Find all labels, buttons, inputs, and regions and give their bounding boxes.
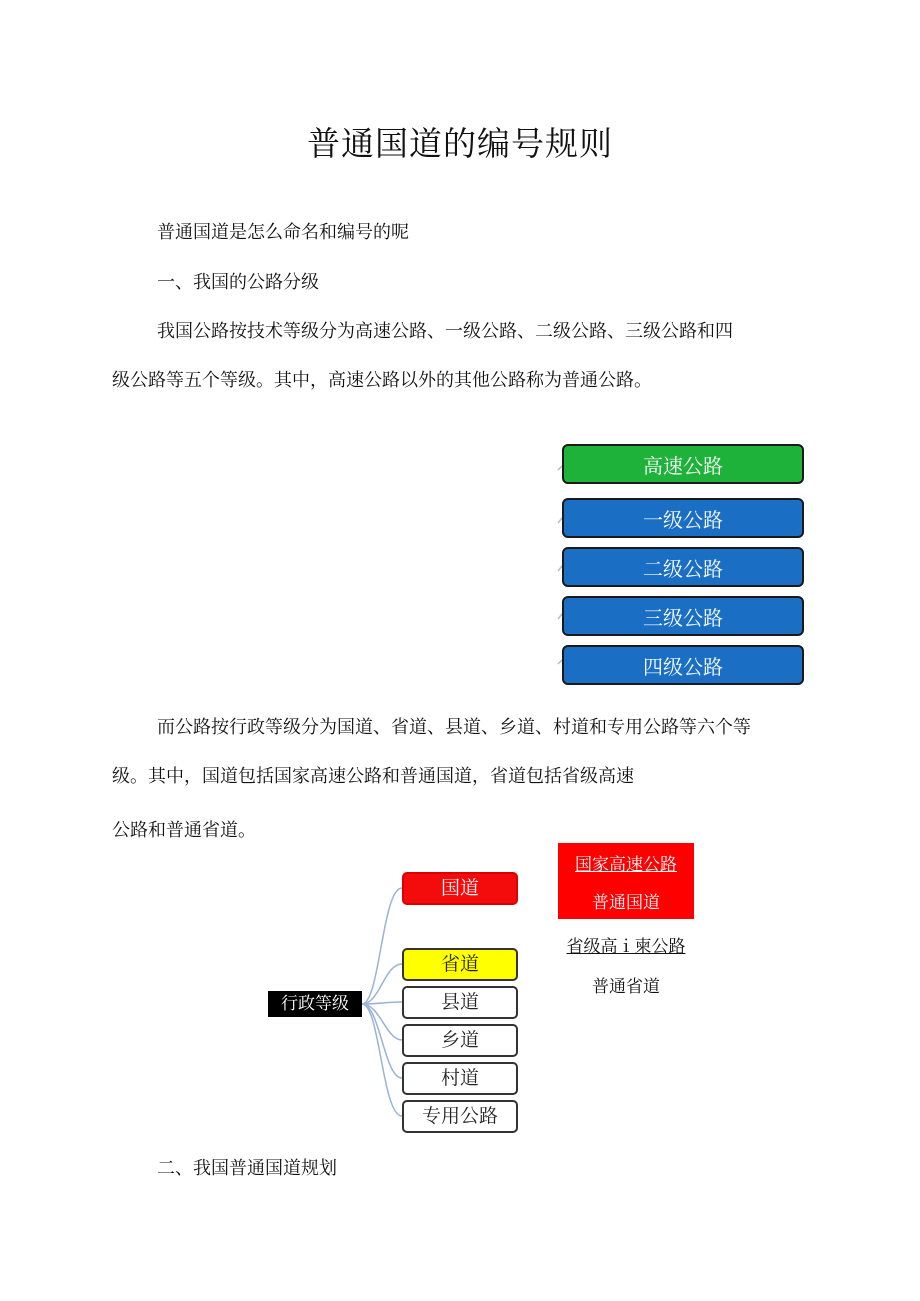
section-heading-2: 二、我国普通国道规划: [157, 1158, 337, 1179]
national-sub-panel: [558, 843, 694, 919]
national-expressway-label: 国家高速公路: [575, 855, 677, 875]
page-title: 普通国道的编号规则: [307, 124, 613, 163]
tech-level-class-4: 四级公路: [562, 645, 804, 685]
tech-level-expressway: 高速公路: [562, 444, 804, 484]
admin-level-provincial: 省道: [402, 948, 518, 981]
paragraph-2-line-1: 而公路按行政等级分为国道、省道、县道、乡道、村道和专用公路等六个等: [157, 717, 751, 738]
paragraph-1-line-1: 我国公路按技术等级分为高速公路、一级公路、二级公路、三级公路和四: [157, 321, 733, 342]
paragraph-2-line-3: 公路和普通省道。: [112, 820, 256, 841]
paragraph-1-line-2: 级公路等五个等级。其中，高速公路以外的其他公路称为普通公路。: [112, 370, 652, 391]
section-heading-1: 一、我国的公路分级: [157, 272, 319, 293]
admin-level-county: 县道: [402, 986, 518, 1019]
paragraph-2-line-2: 级。其中，国道包括国家高速公路和普通国道，省道包括省级高速: [112, 766, 634, 787]
admin-level-village: 村道: [402, 1062, 518, 1095]
admin-level-special: 专用公路: [402, 1100, 518, 1133]
provincial-expressway-label: 省级高ｉ柬公路: [566, 937, 686, 957]
tech-level-class-1: 一级公路: [562, 498, 804, 538]
tech-level-class-2: 二级公路: [562, 547, 804, 587]
admin-level-township: 乡道: [402, 1024, 518, 1057]
tech-level-class-3: 三级公路: [562, 596, 804, 636]
intro-text: 普通国道是怎么命名和编号的呢: [157, 222, 409, 243]
admin-level-national: 国道: [402, 872, 518, 905]
ordinary-provincial-road-label: 普通省道: [592, 977, 660, 997]
admin-root-label: 行政等级: [268, 991, 362, 1017]
ordinary-national-road-label: 普通国道: [592, 893, 660, 913]
